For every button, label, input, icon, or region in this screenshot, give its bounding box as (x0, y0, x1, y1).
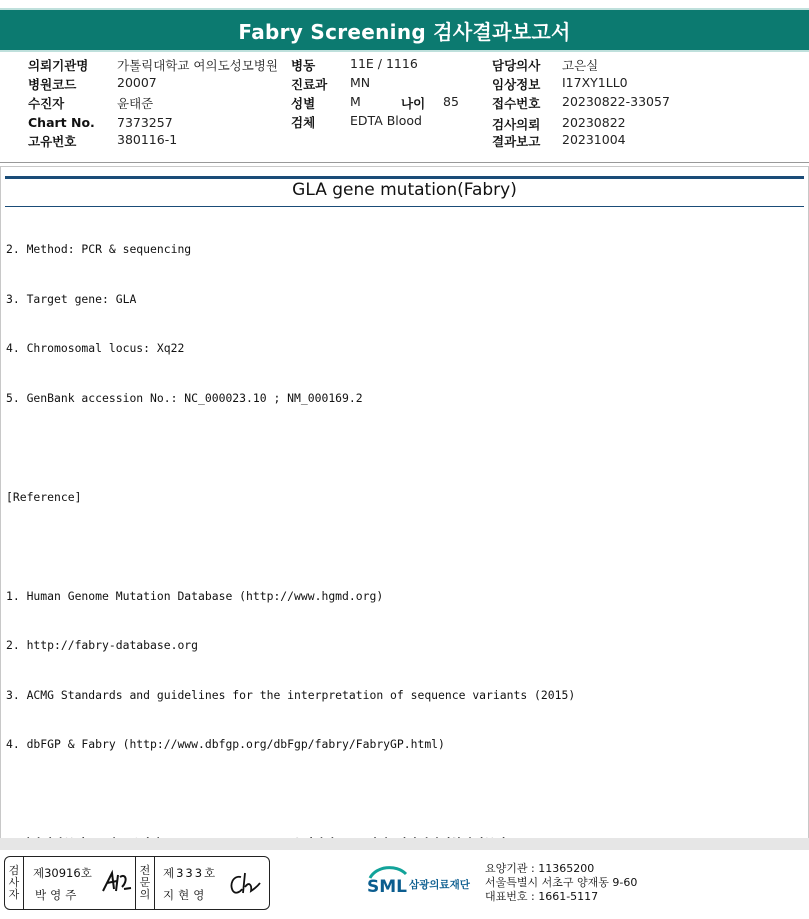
doctor-value: 고은실 (562, 58, 599, 73)
request-date-label: 검사의뢰 (492, 117, 541, 132)
chart-no-label: Chart No. (28, 115, 95, 130)
receipt-no-label: 접수번호 (492, 96, 541, 111)
age-value: 85 (443, 94, 459, 109)
report-line: 4. Chromosomal locus: Xq22 (6, 341, 185, 355)
receipt-no-value: 20230822-33057 (562, 94, 670, 109)
report-line: 2. http://fabry-database.org (6, 638, 199, 652)
age-label: 나이 (401, 96, 426, 111)
report-line: 5. GenBank accession No.: NC_000023.10 ; NM_000169.2 (6, 390, 363, 405)
report-title: GLA gene mutation(Fabry) (292, 180, 517, 200)
signature-stamp (4, 856, 270, 910)
report-line: 1. Human Genome Mutation Database (http://www.hgmd.org) (6, 588, 384, 603)
report-line: 3. ACMG Standards and guidelines for the interpretation of sequence variants (2015) (6, 687, 576, 702)
examiner-name: 박영주 (35, 888, 81, 902)
confirmer-name: 지현영 (163, 888, 209, 902)
ward-value: 11E / 1116 (350, 56, 418, 71)
examiner-license: 제30916호 (33, 866, 92, 880)
report-body (6, 208, 801, 868)
report-header (0, 8, 809, 52)
specimen-value: EDTA Blood (350, 113, 422, 128)
recipient-label: 수진자 (28, 96, 65, 111)
report-line: 4. dbFGP & Fabry (http://www.dbfgp.org/dbFgp/fabry/FabryGP.html) (6, 737, 445, 751)
report-title-rule-top (5, 176, 804, 179)
request-date-value: 20230822 (562, 115, 626, 130)
hospital-code-label: 병원코드 (28, 77, 77, 92)
report-line (6, 538, 801, 555)
report-line (6, 786, 801, 803)
report-title-rule-bottom (5, 206, 804, 207)
institution-contact (485, 862, 637, 904)
recipient-value: 윤태준 (117, 96, 154, 111)
confirmer-signature-icon (225, 869, 263, 899)
department-value: MN (350, 75, 371, 90)
confirmer-label-char: 문 (139, 876, 151, 889)
sml-logo-mark: SML (367, 877, 407, 897)
clinical-info-label: 임상정보 (492, 77, 541, 92)
info-divider (0, 162, 809, 163)
footer-band (0, 838, 809, 850)
institution-code: 요양기관 : 11365200 (485, 862, 595, 875)
examiner-signature-icon (100, 867, 134, 897)
doctor-label: 담당의사 (492, 58, 541, 73)
unique-no-value: 380116-1 (117, 132, 178, 147)
department-label: 진료과 (291, 77, 328, 92)
footer (0, 850, 809, 919)
institution-value: 가톨릭대학교 여의도성모병원 (117, 58, 278, 73)
institution-label: 의뢰기관명 (28, 58, 89, 73)
examiner-label-char: 사 (8, 876, 20, 889)
examiner-label-char: 자 (8, 888, 20, 901)
result-date-label: 결과보고 (492, 134, 541, 149)
confirmer-license: 제333호 (163, 866, 218, 880)
clinical-info-value: I17XY1LL0 (562, 75, 628, 90)
ward-label: 병동 (291, 58, 316, 73)
confirmer-label-char: 의 (139, 888, 151, 901)
sml-logo-name: 삼광의료재단 (409, 879, 470, 891)
institution-address: 서울특별시 서초구 양재동 9-60 (485, 876, 638, 889)
report-header-title: Fabry Screening 검사결과보고서 (238, 19, 571, 44)
sex-label: 성별 (291, 96, 316, 111)
specimen-label: 검체 (291, 115, 316, 130)
examiner-vertical-label (5, 857, 24, 909)
confirmer-vertical-label (136, 857, 155, 909)
result-date-value: 20231004 (562, 132, 626, 147)
hospital-code-value: 20007 (117, 75, 157, 90)
confirmer-label-char: 전 (139, 864, 151, 877)
patient-info-section (0, 56, 809, 156)
report-line: 2. Method: PCR & sequencing (6, 242, 192, 256)
sml-logo-icon (366, 864, 410, 898)
report-line (6, 439, 801, 456)
examiner-label-char: 검 (8, 864, 20, 877)
unique-no-label: 고유번호 (28, 134, 77, 149)
institution-phone: 대표번호 : 1661-5117 (485, 890, 599, 903)
chart-no-value: 7373257 (117, 115, 173, 130)
report-line: 3. Target gene: GLA (6, 291, 137, 306)
sex-value: M (350, 94, 361, 109)
report-line: [Reference] (6, 489, 82, 504)
